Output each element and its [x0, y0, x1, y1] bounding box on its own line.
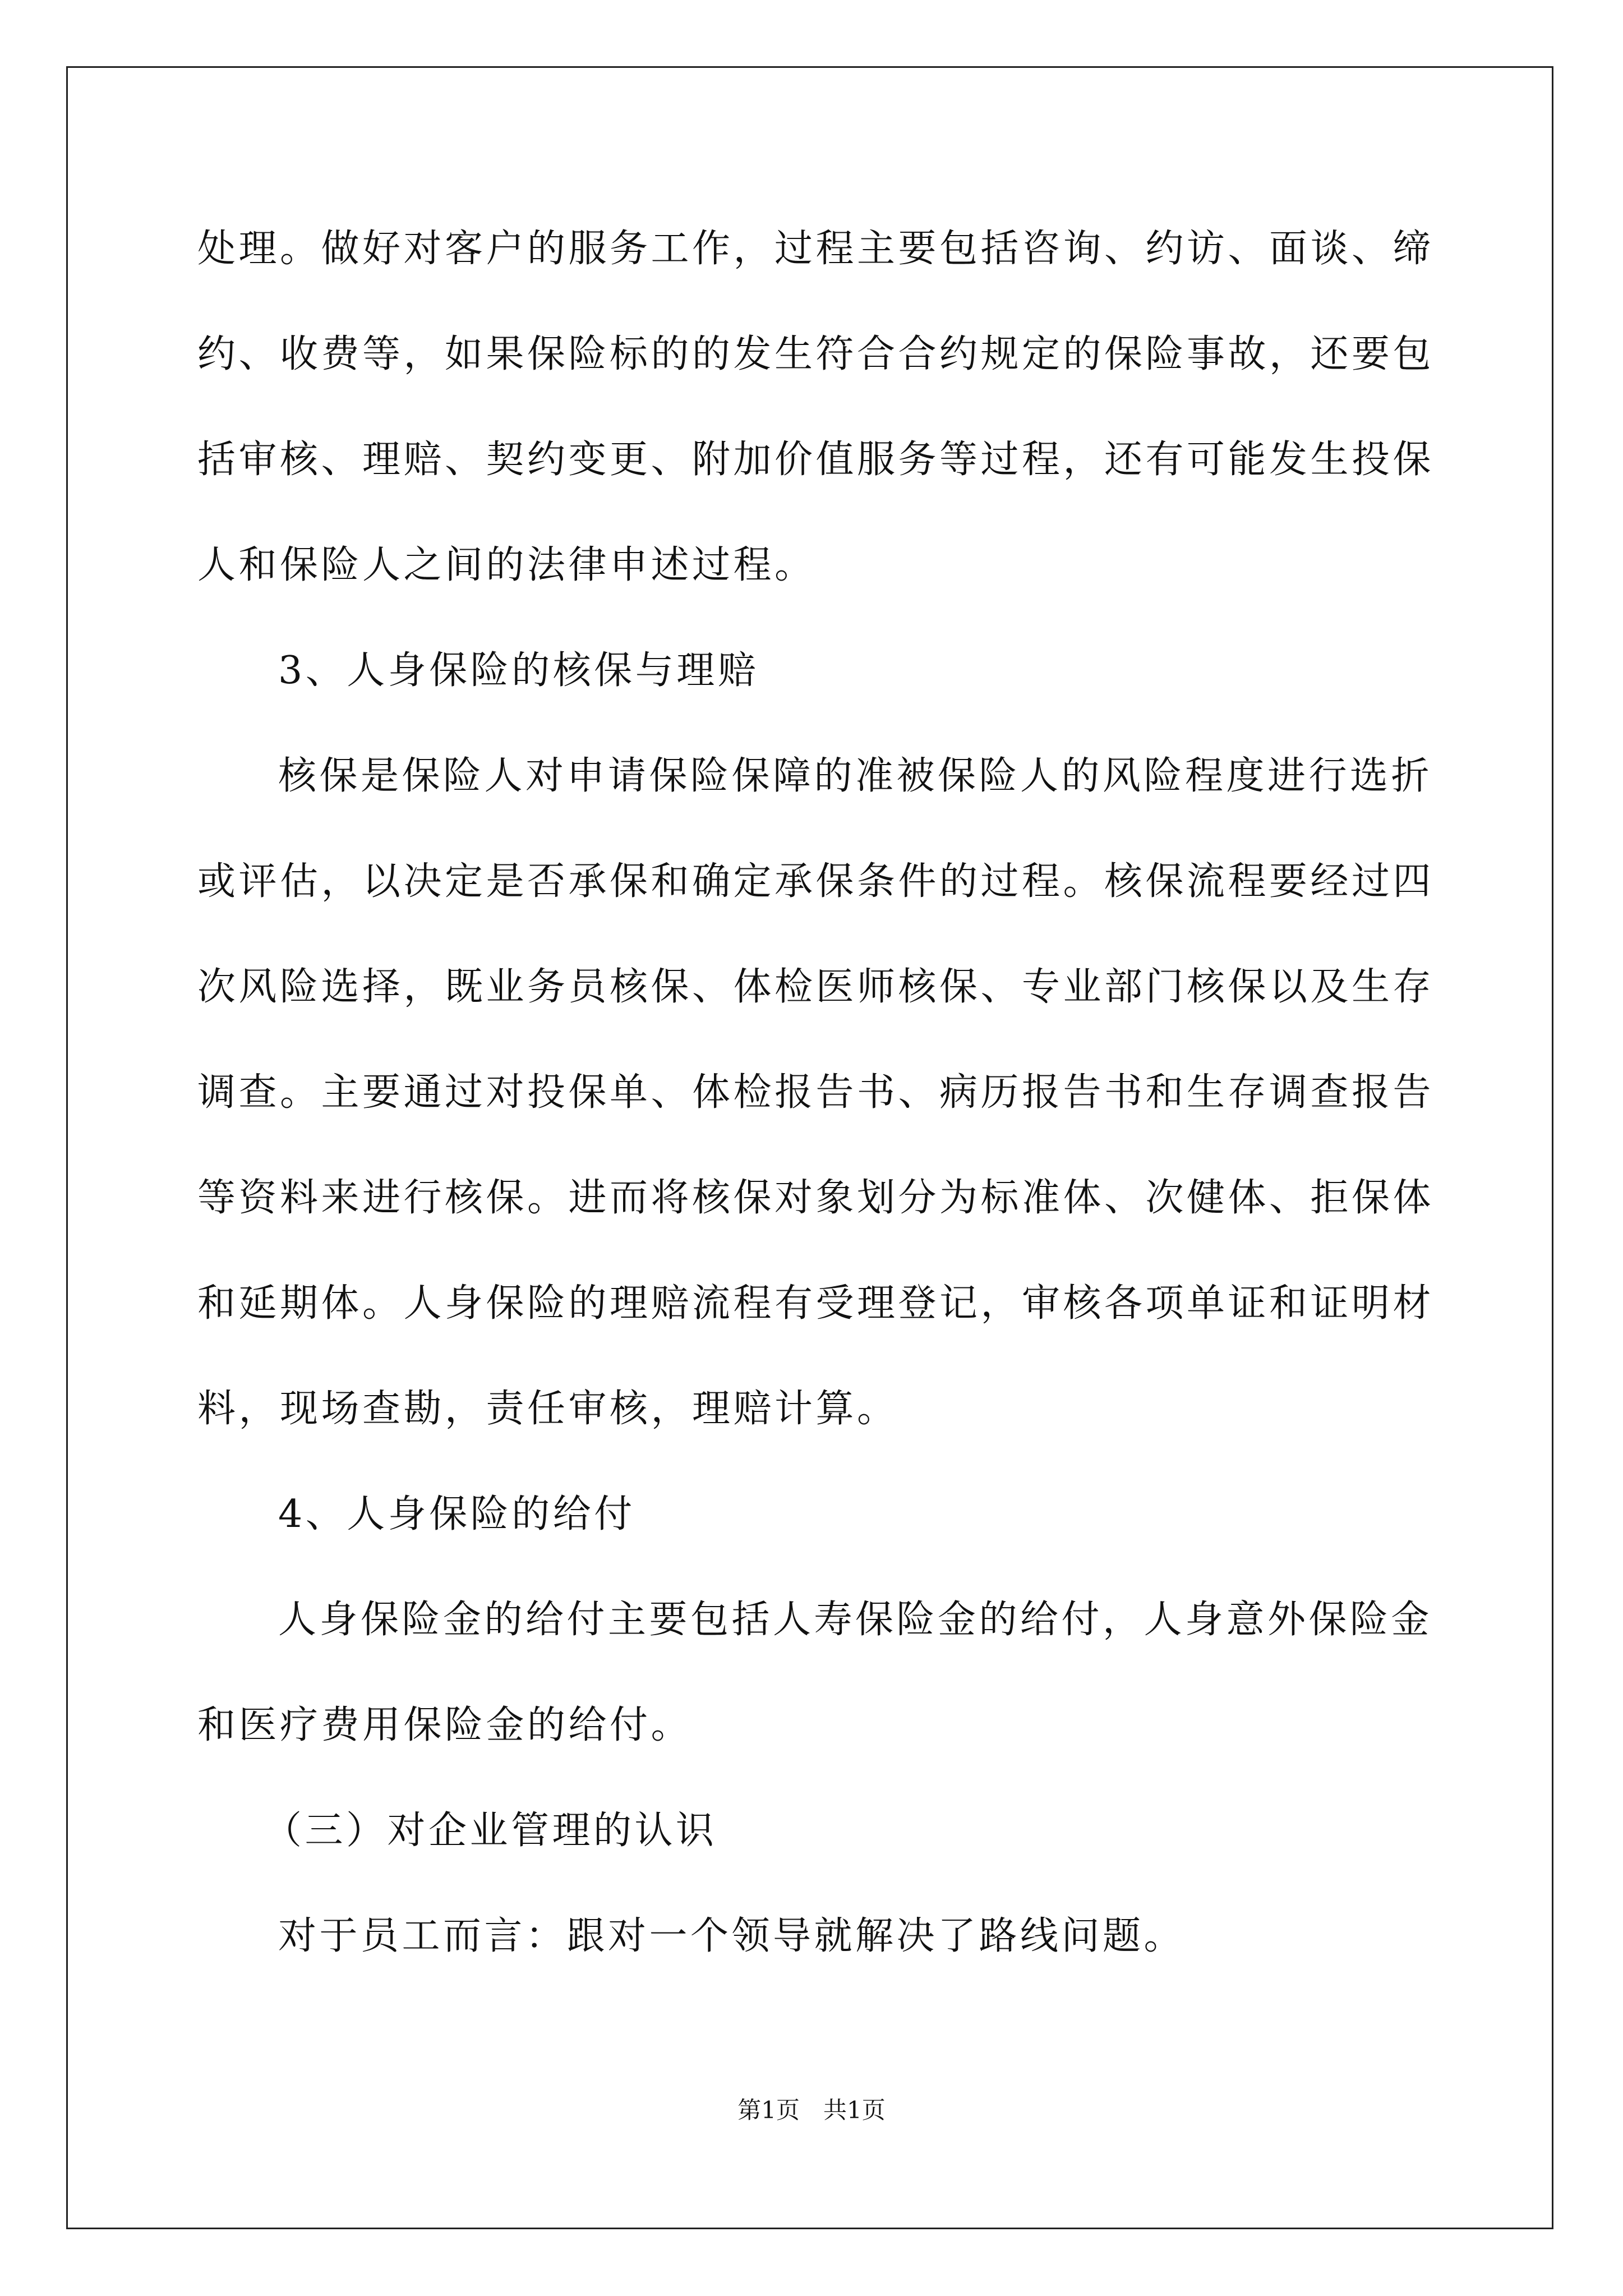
paragraph-2-line-4: 调查。主要通过对投保单、体检报告书、病历报告书和生存调查报告 [197, 1070, 1435, 1115]
paragraph-3-line-1: 人身保险金的给付主要包括人寿保险金的给付，人身意外保险金 [278, 1598, 1433, 1642]
paragraph-1-line-2: 约、收费等，如果保险标的的发生符合合约规定的保险事故，还要包 [197, 332, 1435, 376]
paragraph-2-line-2: 或评估，以决定是否承保和确定承保条件的过程。核保流程要经过四 [197, 859, 1435, 904]
page-footer: 第1页 共1页 [737, 2096, 886, 2124]
section-3-heading: （三）对企业管理的认识 [264, 1809, 717, 1853]
page-border [66, 66, 1553, 2229]
paragraph-1-line-3: 括审核、理赔、契约变更、附加价值服务等过程，还有可能发生投保 [197, 438, 1435, 482]
paragraph-3-line-2: 和医疗费用保险金的给付。 [197, 1703, 693, 1747]
paragraph-4: 对于员工而言：跟对一个领导就解决了路线问题。 [278, 1914, 1186, 1958]
heading-3: 3、人身保险的核保与理赔 [278, 648, 759, 693]
paragraph-2-line-7: 料，现场查勘，责任审核，理赔计算。 [197, 1387, 898, 1431]
paragraph-1-line-1: 处理。做好对客户的服务工作，过程主要包括咨询、约访、面谈、缔 [197, 227, 1435, 271]
paragraph-2-line-6: 和延期体。人身保险的理赔流程有受理登记，审核各项单证和证明材 [197, 1281, 1435, 1326]
paragraph-2-line-5: 等资料来进行核保。进而将核保对象划分为标准体、次健体、拒保体 [197, 1176, 1435, 1220]
paragraph-2-line-3: 次风险选择，既业务员核保、体检医师核保、专业部门核保以及生存 [197, 965, 1435, 1009]
paragraph-2-line-1: 核保是保险人对申请保险保障的准被保险人的风险程度进行选折 [278, 754, 1433, 798]
paragraph-1-line-4: 人和保险人之间的法律申述过程。 [197, 543, 816, 587]
heading-4: 4、人身保险的给付 [278, 1492, 635, 1536]
